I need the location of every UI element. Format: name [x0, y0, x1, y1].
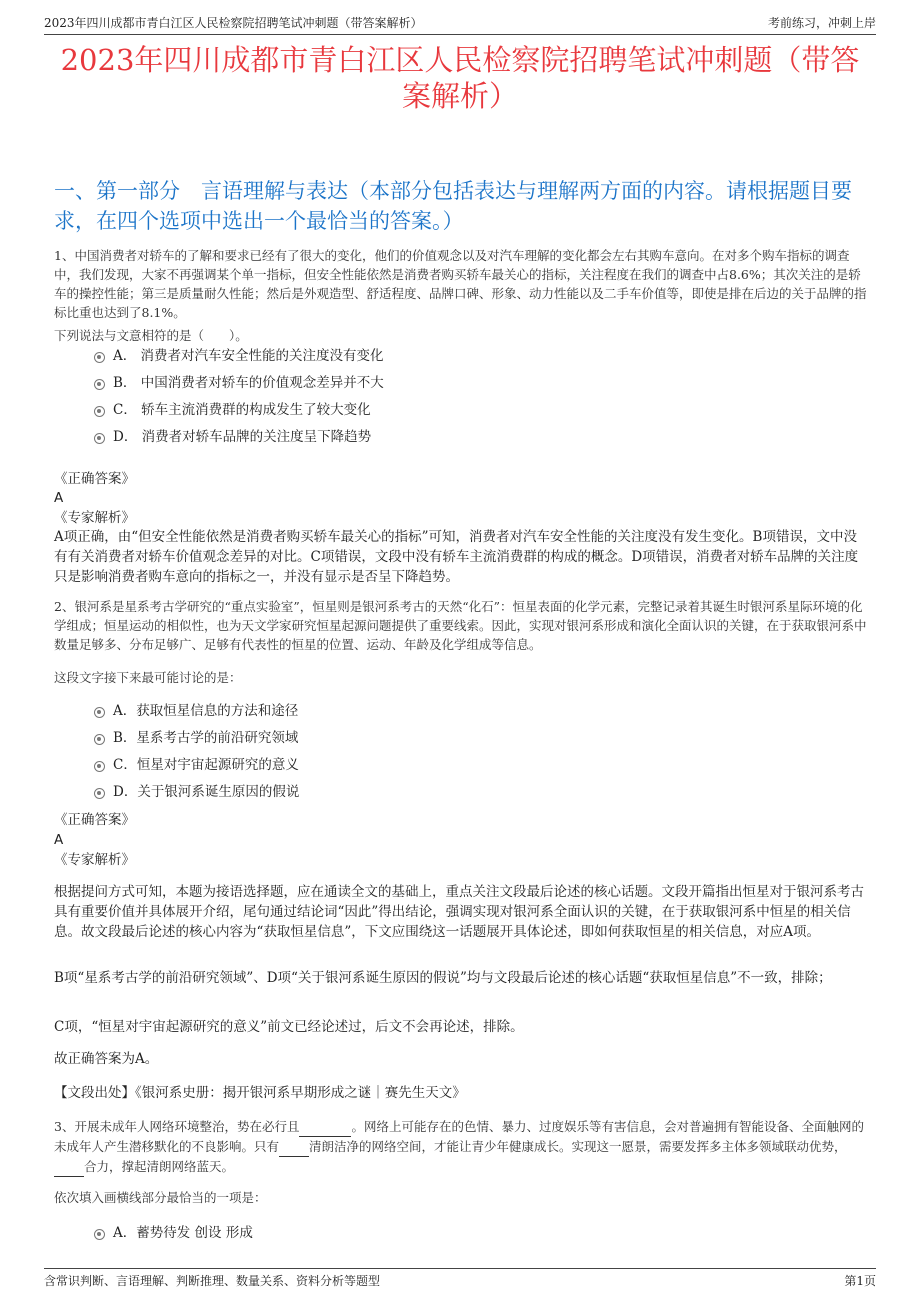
- question-3-stem: 依次填入画横线部分最恰当的一项是：: [54, 1190, 267, 1205]
- radio-icon[interactable]: [94, 379, 105, 390]
- q2-option-d[interactable]: [94, 782, 299, 802]
- radio-icon[interactable]: [94, 761, 105, 772]
- radio-icon[interactable]: [94, 352, 105, 363]
- page-number: 第1页: [844, 1274, 876, 1288]
- q2-option-a[interactable]: [94, 701, 298, 721]
- question-1-stem: 下列说法与文意相符的是（ ）。: [54, 328, 248, 343]
- q2-source: 【文段出处】《银河系史册：揭开银河系早期形成之谜｜赛先生天文》: [54, 1085, 466, 1101]
- option-label: A． 消费者对汽车安全性能的关注度没有变化: [113, 348, 384, 364]
- question-2-text: 2、银河系是星系考古学研究的“重点实验室”，恒星则是银河系考古的天然“化石”：恒星表面的化学元素，完整记录着其诞生时银河系星际环境的化学组成；恒星运动的相似性，也为天文学家研究恒星起源问题提供了重要线索。因此，实现对银河系形成和演化全面认识的关键，在于获取银河系中数量足够多、分布足够广、足够有代表性的恒星的位置、运动、年龄及化学组成等信息。: [54, 599, 867, 652]
- q2-option-c[interactable]: [94, 755, 299, 775]
- q1-answer-label: 《正确答案》: [54, 471, 135, 487]
- page-header: [44, 12, 876, 35]
- page-footer: [44, 1268, 876, 1289]
- q2-option-b[interactable]: [94, 728, 298, 748]
- q3-blank-1: [299, 1117, 351, 1137]
- q3-text-part-c: 清朗洁净的网络空间，才能让青少年健康成长。实现这一愿景，需要发挥多主体多领域联动优势，: [309, 1139, 847, 1154]
- option-label: D．关于银河系诞生原因的假说: [113, 784, 300, 800]
- q1-option-a[interactable]: [94, 346, 384, 366]
- footer-description: 含常识判断、言语理解、判断推理、数量关系、资料分析等题型: [44, 1274, 381, 1288]
- option-label: A．获取恒星信息的方法和途径: [113, 703, 299, 719]
- option-label: B． 中国消费者对轿车的价值观念差异并不大: [113, 375, 384, 391]
- q2-analysis-paragraph-2: B项“星系考古学的前沿研究领域”、D项“关于银河系诞生原因的假说”均与文段最后论述的核心话题“获取恒星信息”不一致，排除；: [54, 970, 832, 986]
- q3-text-part-b: 。网络上可能存在的色情、暴力、过度娱乐等有害信息，会对普遍拥有智能设备、全面触网的未成年人产生潜移默化的不良影响。只有: [54, 1119, 864, 1154]
- q3-option-a[interactable]: [94, 1223, 253, 1243]
- q1-analysis-label: 《专家解析》: [54, 510, 135, 526]
- option-label: B．星系考古学的前沿研究领域: [113, 730, 299, 746]
- q3-blank-3: [54, 1157, 84, 1177]
- q2-analysis-paragraph-1: 根据提问方式可知，本题为接语选择题，应在通读全文的基础上，重点关注文段最后论述的核心话题。文段开篇指出恒星对于银河系考古具有重要价值并具体展开介绍，尾句通过结论词“因此”得出结论，强调实现对银河系全面认识的关键，在于获取银河系中恒星的相关信息。故文段最后论述的核心内容为“获取恒星信息”，下文应围绕这一话题展开具体论述，即如何获取恒星的相关信息，对应A项。: [54, 884, 864, 940]
- radio-icon[interactable]: [94, 406, 105, 417]
- question-3-text: [54, 1117, 872, 1177]
- q1-option-b[interactable]: [94, 373, 384, 393]
- header-doc-title: 2023年四川成都市青白江区人民检察院招聘笔试冲刺题（带答案解析）: [44, 16, 423, 30]
- q1-answer: A: [54, 490, 64, 506]
- option-label: C．恒星对宇宙起源研究的意义: [113, 757, 299, 773]
- q2-analysis-paragraph-4: 故正确答案为A。: [54, 1051, 159, 1067]
- q1-option-c[interactable]: [94, 400, 371, 420]
- q2-answer: A: [54, 832, 64, 848]
- q2-analysis-paragraph-3: C项，“恒星对宇宙起源研究的意义”前文已经论述过，后文不会再论述，排除。: [54, 1019, 524, 1035]
- q3-blank-2: [279, 1137, 309, 1157]
- q3-text-part-d: 合力，撑起清朗网络蓝天。: [84, 1159, 235, 1174]
- question-1-text: 1、中国消费者对轿车的了解和要求已经有了很大的变化，他们的价值观念以及对汽车理解的变化都会左右其购车意向。在对多个购车指标的调查中，我们发现，大家不再强调某个单一指标，但安全性能依然是消费者购买轿车最关心的指标，关注程度在我们的调查中占8.6%；其次关注的是轿车的操控性能；第三是质量耐久性能；然后是外观造型、舒适程度、品牌口碑、形象、动力性能以及二手车价值等，即使是排在后边的关于品牌的指标比重也达到了8.1%。: [54, 248, 867, 320]
- q3-text-part-a: 3、开展未成年人网络环境整治，势在必行且: [54, 1119, 300, 1134]
- option-label: D． 消费者对轿车品牌的关注度呈下降趋势: [113, 429, 372, 445]
- radio-icon[interactable]: [94, 788, 105, 799]
- radio-icon[interactable]: [94, 1229, 105, 1240]
- q2-analysis-label: 《专家解析》: [54, 852, 135, 868]
- option-label: C． 轿车主流消费群的构成发生了较大变化: [113, 402, 371, 418]
- q1-analysis: A项正确，由“但安全性能依然是消费者购买轿车最关心的指标”可知，消费者对汽车安全性能的关注度没有发生变化。B项错误，文中没有有关消费者对轿车价值观念差异的对比。C项错误，文段中没有轿车主流消费群的构成的概念。D项错误，消费者对轿车品牌的关注度只是影响消费者购车意向的指标之一，并没有显示是否呈下降趋势。: [54, 529, 859, 585]
- q2-answer-label: 《正确答案》: [54, 812, 135, 828]
- radio-icon[interactable]: [94, 734, 105, 745]
- question-2-stem: 这段文字接下来最可能讨论的是：: [54, 670, 242, 685]
- radio-icon[interactable]: [94, 707, 105, 718]
- option-label: A．蓄势待发 创设 形成: [113, 1225, 253, 1241]
- header-slogan: 考前练习，冲刺上岸: [767, 16, 876, 30]
- radio-icon[interactable]: [94, 433, 105, 444]
- q1-option-d[interactable]: [94, 427, 371, 447]
- section-title: 一、第一部分 言语理解与表达（本部分包括表达与理解两方面的内容。请根据题目要求，在四个选项中选出一个最恰当的答案。）: [54, 179, 852, 233]
- document-title: 2023年四川成都市青白江区人民检察院招聘笔试冲刺题（带答案解析）: [60, 43, 860, 113]
